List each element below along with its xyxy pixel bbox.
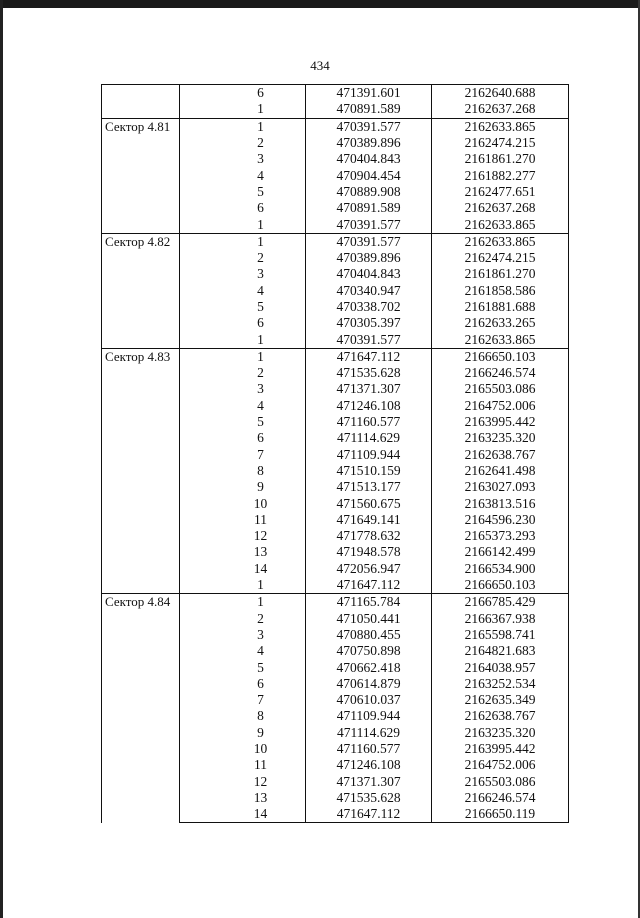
y-coordinate-cell: 2164752.006 bbox=[432, 757, 569, 773]
y-coordinate-cell: 2164038.957 bbox=[432, 659, 569, 675]
table-row bbox=[102, 233, 569, 250]
table-row bbox=[102, 348, 569, 365]
y-coordinate-cell: 2166246.574 bbox=[432, 365, 569, 381]
y-coordinate-cell: 2165373.293 bbox=[432, 528, 569, 544]
y-coordinate-cell: 2161882.277 bbox=[432, 167, 569, 183]
point-number-cell: 12 bbox=[180, 773, 306, 789]
point-number-cell: 4 bbox=[180, 398, 306, 414]
point-number-cell: 7 bbox=[180, 447, 306, 463]
y-coordinate-cell: 2165503.086 bbox=[432, 773, 569, 789]
x-coordinate-cell: 471535.628 bbox=[306, 365, 432, 381]
scan-border-left bbox=[0, 0, 3, 918]
point-number-cell: 8 bbox=[180, 463, 306, 479]
point-number-cell: 13 bbox=[180, 790, 306, 806]
x-coordinate-cell: 470880.455 bbox=[306, 627, 432, 643]
x-coordinate-cell: 471160.577 bbox=[306, 741, 432, 757]
y-coordinate-cell: 2163235.320 bbox=[432, 430, 569, 446]
point-number-cell: 1 bbox=[180, 331, 306, 348]
y-coordinate-cell: 2166142.499 bbox=[432, 544, 569, 560]
y-coordinate-cell: 2161861.270 bbox=[432, 266, 569, 282]
sector-label: Сектор 4.82 bbox=[102, 233, 180, 348]
point-number-cell: 3 bbox=[180, 266, 306, 282]
y-coordinate-cell: 2162474.215 bbox=[432, 135, 569, 151]
y-coordinate-cell: 2163027.093 bbox=[432, 479, 569, 495]
y-coordinate-cell: 2162633.265 bbox=[432, 315, 569, 331]
point-number-cell: 5 bbox=[180, 299, 306, 315]
x-coordinate-cell: 471246.108 bbox=[306, 398, 432, 414]
x-coordinate-cell: 470389.896 bbox=[306, 135, 432, 151]
point-number-cell: 12 bbox=[180, 528, 306, 544]
point-number-cell: 1 bbox=[180, 101, 306, 118]
point-number-cell: 1 bbox=[180, 348, 306, 365]
point-number-cell: 11 bbox=[180, 512, 306, 528]
x-coordinate-cell: 470391.577 bbox=[306, 216, 432, 233]
sector-label: Сектор 4.83 bbox=[102, 348, 180, 593]
y-coordinate-cell: 2162474.215 bbox=[432, 250, 569, 266]
y-coordinate-cell: 2166650.103 bbox=[432, 348, 569, 365]
x-coordinate-cell: 471391.601 bbox=[306, 85, 432, 102]
y-coordinate-cell: 2164821.683 bbox=[432, 643, 569, 659]
x-coordinate-cell: 471948.578 bbox=[306, 544, 432, 560]
y-coordinate-cell: 2161858.586 bbox=[432, 283, 569, 299]
x-coordinate-cell: 471165.784 bbox=[306, 594, 432, 611]
y-coordinate-cell: 2161881.688 bbox=[432, 299, 569, 315]
point-number-cell: 6 bbox=[180, 315, 306, 331]
y-coordinate-cell: 2166534.900 bbox=[432, 561, 569, 577]
table-row bbox=[102, 85, 569, 102]
point-number-cell: 6 bbox=[180, 85, 306, 102]
sector-label: Сектор 4.84 bbox=[102, 594, 180, 823]
point-number-cell: 5 bbox=[180, 414, 306, 430]
x-coordinate-cell: 470662.418 bbox=[306, 659, 432, 675]
y-coordinate-cell: 2163252.534 bbox=[432, 676, 569, 692]
x-coordinate-cell: 471246.108 bbox=[306, 757, 432, 773]
x-coordinate-cell: 470338.702 bbox=[306, 299, 432, 315]
point-number-cell: 10 bbox=[180, 741, 306, 757]
x-coordinate-cell: 471647.112 bbox=[306, 348, 432, 365]
point-number-cell: 9 bbox=[180, 479, 306, 495]
y-coordinate-cell: 2161861.270 bbox=[432, 151, 569, 167]
x-coordinate-cell: 470750.898 bbox=[306, 643, 432, 659]
y-coordinate-cell: 2166246.574 bbox=[432, 790, 569, 806]
x-coordinate-cell: 471114.629 bbox=[306, 725, 432, 741]
point-number-cell: 1 bbox=[180, 216, 306, 233]
x-coordinate-cell: 470891.589 bbox=[306, 101, 432, 118]
y-coordinate-cell: 2162638.767 bbox=[432, 447, 569, 463]
x-coordinate-cell: 470404.843 bbox=[306, 151, 432, 167]
y-coordinate-cell: 2166785.429 bbox=[432, 594, 569, 611]
sector-label: Сектор 4.81 bbox=[102, 118, 180, 233]
x-coordinate-cell: 471647.112 bbox=[306, 806, 432, 823]
x-coordinate-cell: 471513.177 bbox=[306, 479, 432, 495]
point-number-cell: 10 bbox=[180, 495, 306, 511]
y-coordinate-cell: 2162477.651 bbox=[432, 184, 569, 200]
y-coordinate-cell: 2162638.767 bbox=[432, 708, 569, 724]
y-coordinate-cell: 2162635.349 bbox=[432, 692, 569, 708]
point-number-cell: 5 bbox=[180, 184, 306, 200]
y-coordinate-cell: 2162633.865 bbox=[432, 331, 569, 348]
y-coordinate-cell: 2163235.320 bbox=[432, 725, 569, 741]
x-coordinate-cell: 470614.879 bbox=[306, 676, 432, 692]
point-number-cell: 6 bbox=[180, 200, 306, 216]
coordinates-table-body bbox=[102, 85, 569, 823]
point-number-cell: 7 bbox=[180, 692, 306, 708]
point-number-cell: 9 bbox=[180, 725, 306, 741]
y-coordinate-cell: 2162633.865 bbox=[432, 118, 569, 135]
point-number-cell: 6 bbox=[180, 676, 306, 692]
coordinates-table bbox=[101, 84, 569, 823]
x-coordinate-cell: 472056.947 bbox=[306, 561, 432, 577]
x-coordinate-cell: 470340.947 bbox=[306, 283, 432, 299]
x-coordinate-cell: 470610.037 bbox=[306, 692, 432, 708]
x-coordinate-cell: 470305.397 bbox=[306, 315, 432, 331]
x-coordinate-cell: 471649.141 bbox=[306, 512, 432, 528]
y-coordinate-cell: 2163995.442 bbox=[432, 741, 569, 757]
point-number-cell: 1 bbox=[180, 233, 306, 250]
point-number-cell: 3 bbox=[180, 627, 306, 643]
y-coordinate-cell: 2162640.688 bbox=[432, 85, 569, 102]
point-number-cell: 4 bbox=[180, 167, 306, 183]
x-coordinate-cell: 471371.307 bbox=[306, 773, 432, 789]
x-coordinate-cell: 471510.159 bbox=[306, 463, 432, 479]
x-coordinate-cell: 471560.675 bbox=[306, 495, 432, 511]
point-number-cell: 5 bbox=[180, 659, 306, 675]
y-coordinate-cell: 2163813.516 bbox=[432, 495, 569, 511]
point-number-cell: 14 bbox=[180, 561, 306, 577]
x-coordinate-cell: 470391.577 bbox=[306, 118, 432, 135]
point-number-cell: 2 bbox=[180, 611, 306, 627]
point-number-cell: 1 bbox=[180, 577, 306, 594]
table-row bbox=[102, 594, 569, 611]
y-coordinate-cell: 2166650.119 bbox=[432, 806, 569, 823]
point-number-cell: 4 bbox=[180, 643, 306, 659]
x-coordinate-cell: 470891.589 bbox=[306, 200, 432, 216]
x-coordinate-cell: 471535.628 bbox=[306, 790, 432, 806]
y-coordinate-cell: 2162637.268 bbox=[432, 101, 569, 118]
x-coordinate-cell: 470904.454 bbox=[306, 167, 432, 183]
x-coordinate-cell: 471114.629 bbox=[306, 430, 432, 446]
x-coordinate-cell: 470391.577 bbox=[306, 331, 432, 348]
x-coordinate-cell: 471109.944 bbox=[306, 708, 432, 724]
y-coordinate-cell: 2162633.865 bbox=[432, 233, 569, 250]
y-coordinate-cell: 2165598.741 bbox=[432, 627, 569, 643]
y-coordinate-cell: 2166650.103 bbox=[432, 577, 569, 594]
point-number-cell: 11 bbox=[180, 757, 306, 773]
y-coordinate-cell: 2162633.865 bbox=[432, 216, 569, 233]
x-coordinate-cell: 471050.441 bbox=[306, 611, 432, 627]
point-number-cell: 6 bbox=[180, 430, 306, 446]
x-coordinate-cell: 470391.577 bbox=[306, 233, 432, 250]
x-coordinate-cell: 471371.307 bbox=[306, 381, 432, 397]
point-number-cell: 2 bbox=[180, 250, 306, 266]
y-coordinate-cell: 2163995.442 bbox=[432, 414, 569, 430]
x-coordinate-cell: 471647.112 bbox=[306, 577, 432, 594]
x-coordinate-cell: 470404.843 bbox=[306, 266, 432, 282]
point-number-cell: 8 bbox=[180, 708, 306, 724]
page-number: 434 bbox=[310, 58, 330, 73]
x-coordinate-cell: 471160.577 bbox=[306, 414, 432, 430]
y-coordinate-cell: 2162637.268 bbox=[432, 200, 569, 216]
sector-label bbox=[102, 85, 180, 119]
y-coordinate-cell: 2165503.086 bbox=[432, 381, 569, 397]
point-number-cell: 1 bbox=[180, 118, 306, 135]
x-coordinate-cell: 471778.632 bbox=[306, 528, 432, 544]
y-coordinate-cell: 2166367.938 bbox=[432, 611, 569, 627]
scan-border-top bbox=[0, 0, 640, 8]
x-coordinate-cell: 470389.896 bbox=[306, 250, 432, 266]
x-coordinate-cell: 471109.944 bbox=[306, 447, 432, 463]
y-coordinate-cell: 2162641.498 bbox=[432, 463, 569, 479]
point-number-cell: 4 bbox=[180, 283, 306, 299]
y-coordinate-cell: 2164596.230 bbox=[432, 512, 569, 528]
point-number-cell: 3 bbox=[180, 381, 306, 397]
point-number-cell: 1 bbox=[180, 594, 306, 611]
point-number-cell: 13 bbox=[180, 544, 306, 560]
y-coordinate-cell: 2164752.006 bbox=[432, 398, 569, 414]
x-coordinate-cell: 470889.908 bbox=[306, 184, 432, 200]
point-number-cell: 14 bbox=[180, 806, 306, 823]
table-row bbox=[102, 118, 569, 135]
point-number-cell: 2 bbox=[180, 135, 306, 151]
point-number-cell: 3 bbox=[180, 151, 306, 167]
point-number-cell: 2 bbox=[180, 365, 306, 381]
